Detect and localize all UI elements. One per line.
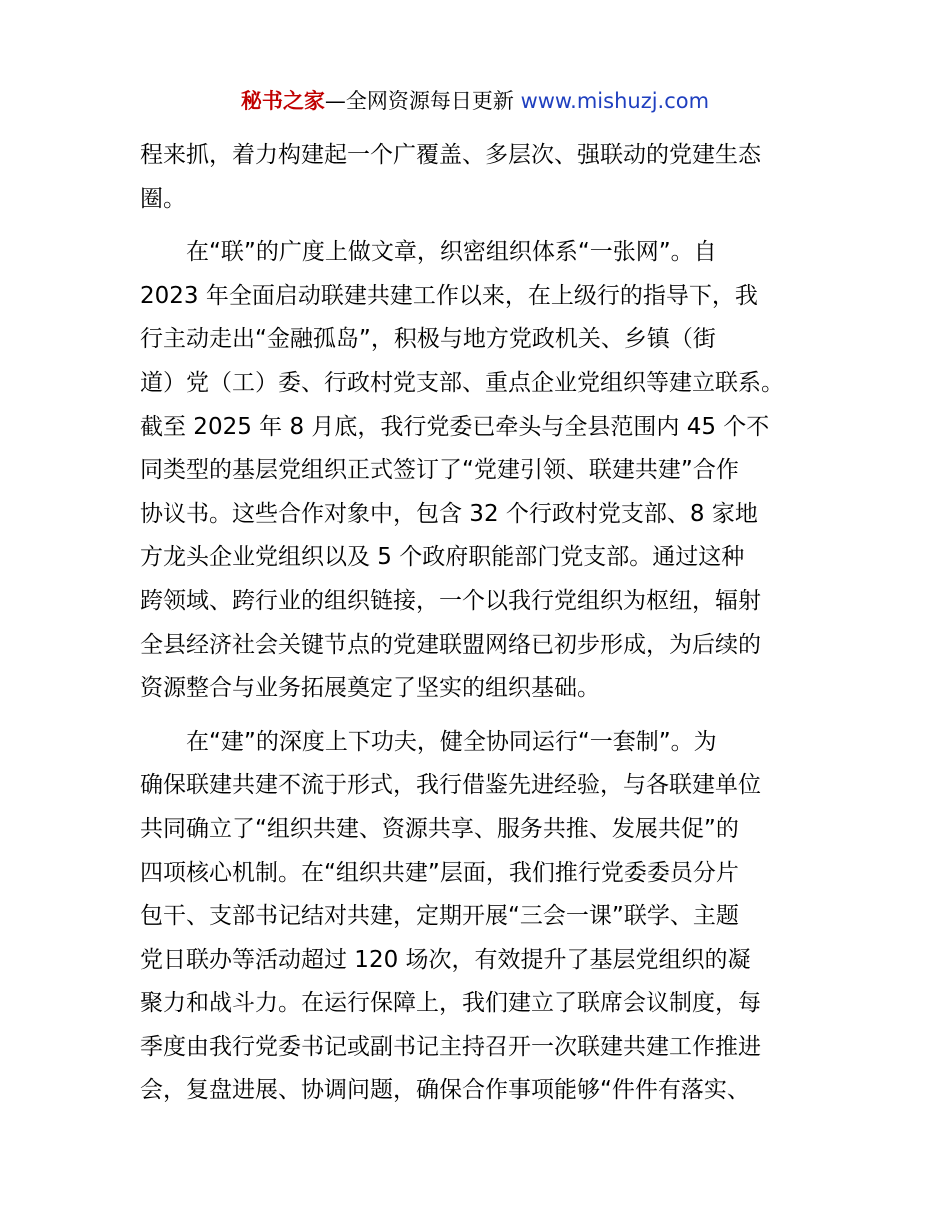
- text-line: 同类型的基层党组织正式签订了“党建引领、联建共建”合作: [140, 457, 739, 484]
- text-line: 聚力和战斗力。在运行保障上，我们建立了联席会议制度，每: [140, 990, 761, 1017]
- text-line: 资源整合与业务拓展奠定了坚实的组织基础。: [140, 675, 600, 702]
- text-line: 圈。: [140, 185, 186, 212]
- paragraph-3: [140, 721, 815, 1113]
- page-header: [0, 86, 950, 116]
- text-line: 党日联办等活动超过 120 场次，有效提升了基层党组织的凝: [140, 946, 751, 973]
- text-line: 在“建”的深度上下功夫，健全协同运行“一套制”。为: [186, 728, 717, 755]
- text-line: 四项核心机制。在“组织共建”层面，我们推行党委委员分片: [140, 859, 739, 886]
- site-url-link[interactable]: www.mishuzj.com: [520, 89, 710, 113]
- text-line: 确保联建共建不流于形式，我行借鉴先进经验，与各联建单位: [140, 772, 761, 799]
- header-slogan: —全网资源每日更新: [324, 89, 514, 113]
- text-line: 跨领域、跨行业的组织链接，一个以我行党组织为枢纽，辐射: [140, 587, 761, 614]
- brand-name: 秘书之家: [240, 89, 325, 113]
- text-line: 道）党（工）委、行政村党支部、重点企业党组织等建立联系。: [140, 369, 784, 396]
- text-line: 方龙头企业党组织以及 5 个政府职能部门党支部。通过这种: [140, 544, 745, 571]
- text-line: 2023 年全面启动联建共建工作以来，在上级行的指导下，我: [140, 282, 758, 309]
- document-body: [140, 134, 815, 1123]
- paragraph-2: [140, 231, 815, 711]
- text-line: 包干、支部书记结对共建，定期开展“三会一课”联学、主题: [140, 903, 739, 930]
- text-line: 会，复盘进展、协调问题，确保合作事项能够“件件有落实、: [140, 1077, 750, 1104]
- text-line: 截至 2025 年 8 月底，我行党委已牵头与全县范围内 45 个不: [140, 413, 770, 440]
- text-line: 行主动走出“金融孤岛”，积极与地方党政机关、乡镇（街: [140, 326, 716, 353]
- text-line: 程来抓，着力构建起一个广覆盖、多层次、强联动的党建生态: [140, 142, 761, 168]
- paragraph-1: [140, 134, 815, 221]
- text-line: 协议书。这些合作对象中，包含 32 个行政村党支部、8 家地: [140, 500, 758, 527]
- text-line: 在“联”的广度上做文章，织密组织体系“一张网”。自: [186, 239, 717, 266]
- text-line: 共同确立了“组织共建、资源共享、服务共推、发展共促”的: [140, 815, 739, 842]
- text-line: 季度由我行党委书记或副书记主持召开一次联建共建工作推进: [140, 1033, 761, 1060]
- text-line: 全县经济社会关键节点的党建联盟网络已初步形成，为后续的: [140, 631, 761, 658]
